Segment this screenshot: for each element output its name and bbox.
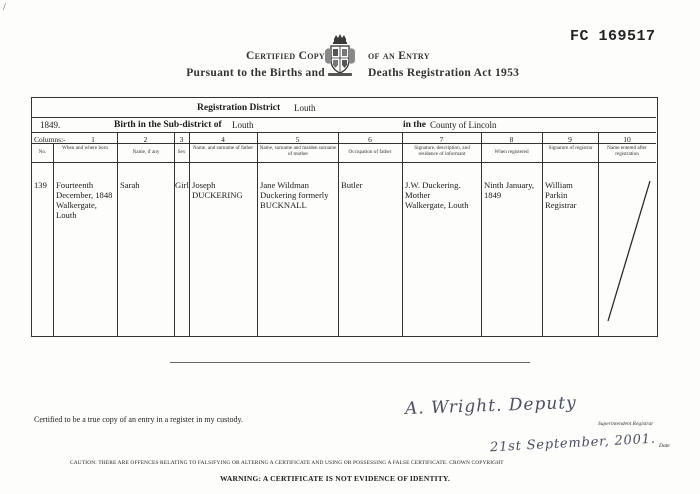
column-header: When registered [494, 149, 529, 155]
col-divider [189, 133, 190, 336]
heading-certified-copy: Certified Copy [246, 50, 325, 62]
column-header: Name entered after registration [607, 145, 647, 157]
entry-sex: Girl [175, 180, 189, 190]
column-number: 6 [368, 135, 372, 144]
heading-left [150, 48, 325, 82]
entry-line: Joseph [192, 180, 216, 190]
entry-line: Parkin [545, 190, 568, 200]
certified-statement: Certified to be a true copy of an entry in a register in my custody. [34, 415, 243, 424]
column-number: 7 [439, 135, 444, 144]
district-label: Registration District [197, 103, 281, 113]
registrar-signature: A. Wright. Deputy [404, 393, 578, 419]
warning-notice: WARNING: A CERTIFICATE IS NOT EVIDENCE OF IDENTITY. [220, 474, 450, 483]
register-year: 1849. [40, 120, 61, 130]
district-value: Louth [294, 103, 316, 113]
column-header: Sex [177, 149, 186, 155]
entry-registered [484, 180, 534, 200]
col-divider [402, 133, 403, 336]
entry-line: BUCKNALL [260, 200, 307, 210]
entry-line: Mother [405, 190, 431, 200]
column-header: Signature of registrar [548, 145, 593, 151]
entry-name: Sarah [120, 180, 140, 190]
column-number: 5 [295, 135, 300, 144]
col-divider [174, 133, 175, 336]
entry-line: Louth [56, 210, 77, 220]
heading-act: Deaths Registration Act 1953 [368, 67, 520, 79]
col-divider [481, 133, 482, 336]
column-number: 1 [91, 135, 95, 144]
heading-pursuant: Pursuant to the Births and [186, 67, 325, 79]
entry-informant [405, 180, 469, 210]
col-divider [117, 133, 118, 336]
entry-occupation: Butler [341, 180, 363, 190]
column-header-no: No. [38, 149, 47, 155]
entry-father [192, 180, 243, 200]
signature-role: Superintendent Registrar [598, 421, 654, 427]
register-table [31, 97, 658, 337]
certificate-number: FC 169517 [570, 28, 656, 45]
column-number: 9 [568, 135, 572, 144]
date-label: Date [659, 443, 670, 449]
entry-mother [260, 180, 329, 210]
heading-right [368, 48, 558, 82]
footer-divider [170, 362, 530, 363]
column-header: Name, surname and maiden surname of mother [259, 145, 337, 157]
column-number: 3 [179, 135, 184, 144]
column-header: When and where born [62, 145, 108, 151]
sub-district-label: Birth in the Sub-district of [114, 120, 222, 130]
entry-line: 1849 [484, 190, 502, 200]
column-header: Signature, description, and residence of informant [414, 145, 470, 157]
column-number: 4 [221, 135, 225, 144]
entry-line: Walkergate, [56, 200, 97, 210]
col-divider [53, 143, 54, 336]
col-divider [257, 133, 258, 336]
cancel-stroke-icon [598, 163, 656, 336]
column-number: 2 [143, 135, 148, 144]
entry-line: Jane Wildman [260, 180, 309, 190]
entry-line: William [545, 180, 573, 190]
entry-when-where [56, 180, 112, 220]
heading-of-an-entry: of an Entry [368, 50, 430, 62]
caution-notice: CAUTION: THERE ARE OFFENCES RELATING TO FALSIFYING OR ALTERING A CERTIFICATE AND USING OR POSSESSING A FALSE CERTIFICATE. CROWN COPYRIGHT [70, 460, 504, 466]
district-row [32, 98, 656, 118]
column-header: Name, and surname of father [192, 145, 254, 151]
column-header: Occupation of father [348, 149, 392, 155]
entry-line: Duckering formerly [260, 190, 329, 200]
county-value: County of Lincoln [430, 120, 497, 130]
entry-line: Registrar [545, 200, 577, 210]
entry-line: Walkergate, Louth [405, 200, 469, 210]
royal-crest-icon [322, 33, 358, 77]
column-number: 8 [509, 135, 514, 144]
column-number: 10 [623, 135, 631, 144]
column-header-divider [32, 162, 656, 163]
corner-mark: / [3, 2, 6, 13]
county-label: in the [403, 120, 426, 130]
entry-line: Ninth January, [484, 180, 535, 190]
col-divider [338, 133, 339, 336]
entry-registrar [545, 180, 577, 210]
entry-line: Fourteenth [56, 180, 94, 190]
entry-line: DUCKERING [192, 190, 243, 200]
col-divider [542, 133, 543, 336]
entry-line: December, 1848 [56, 190, 113, 200]
handwritten-date: 21st September, 2001. [489, 431, 657, 456]
columns-label: Columns:- [34, 135, 66, 144]
column-header: Name, if any [132, 149, 160, 155]
entry-number: 139 [34, 180, 47, 190]
sub-district-value: Louth [232, 120, 254, 130]
sub-district-row [32, 118, 656, 133]
entry-line: J.W. Duckering. [405, 180, 461, 190]
